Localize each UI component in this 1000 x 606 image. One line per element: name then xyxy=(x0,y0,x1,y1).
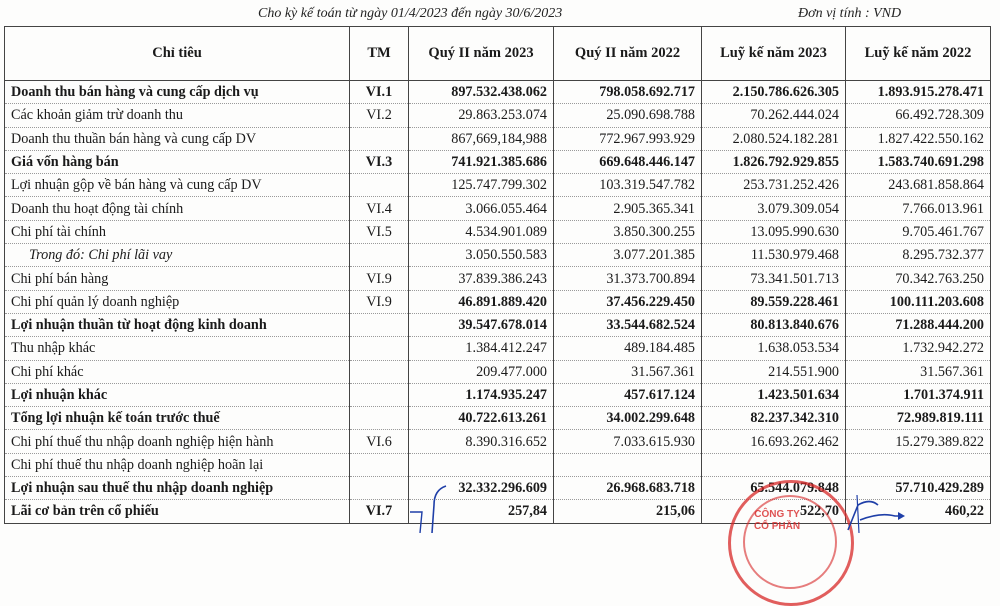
row-indicator: Lợi nhuận gộp về bán hàng và cung cấp DV xyxy=(5,174,350,197)
row-ytd-2023: 65.544.079.848 xyxy=(702,477,846,500)
row-q2-2022: 103.319.547.782 xyxy=(554,174,702,197)
row-note-ref xyxy=(350,360,409,383)
reporting-period: Cho kỳ kế toán từ ngày 01/4/2023 đến ngày 30/6/2023 xyxy=(258,6,563,21)
row-q2-2022: 33.544.682.524 xyxy=(554,313,702,336)
row-ytd-2023: 73.341.501.713 xyxy=(702,267,846,290)
row-note-ref: VI.4 xyxy=(350,197,409,220)
row-indicator: Lợi nhuận thuần từ hoạt động kinh doanh xyxy=(5,313,350,336)
row-q2-2022: 26.968.683.718 xyxy=(554,477,702,500)
row-note-ref xyxy=(350,407,409,430)
row-indicator: Chi phí thuế thu nhập doanh nghiệp hoãn lại xyxy=(5,453,350,476)
table-header-row xyxy=(5,27,991,81)
row-ytd-2022: 71.288.444.200 xyxy=(846,313,991,336)
header-note: TM xyxy=(350,27,409,81)
row-ytd-2022: 1.827.422.550.162 xyxy=(846,127,991,150)
row-q2-2022: 772.967.993.929 xyxy=(554,127,702,150)
row-ytd-2023: 253.731.252.426 xyxy=(702,174,846,197)
row-q2-2022: 489.184.485 xyxy=(554,337,702,360)
table-row xyxy=(5,360,991,383)
table-row xyxy=(5,290,991,313)
row-ytd-2023: 11.530.979.468 xyxy=(702,244,846,267)
row-q2-2023: 4.534.901.089 xyxy=(409,220,554,243)
row-note-ref xyxy=(350,383,409,406)
row-ytd-2023: 1.423.501.634 xyxy=(702,383,846,406)
row-q2-2023: 29.863.253.074 xyxy=(409,104,554,127)
row-ytd-2022: 7.766.013.961 xyxy=(846,197,991,220)
row-q2-2023: 1.384.412.247 xyxy=(409,337,554,360)
row-ytd-2023: 89.559.228.461 xyxy=(702,290,846,313)
row-ytd-2022: 70.342.763.250 xyxy=(846,267,991,290)
header-indicator: Chỉ tiêu xyxy=(5,27,350,81)
row-ytd-2022: 9.705.461.767 xyxy=(846,220,991,243)
row-q2-2022: 215,06 xyxy=(554,500,702,523)
row-ytd-2022: 1.701.374.911 xyxy=(846,383,991,406)
row-indicator: Trong đó: Chi phí lãi vay xyxy=(5,244,350,267)
income-statement-table xyxy=(4,26,991,524)
row-ytd-2023: 70.262.444.024 xyxy=(702,104,846,127)
row-q2-2022: 25.090.698.788 xyxy=(554,104,702,127)
row-indicator: Doanh thu hoạt động tài chính xyxy=(5,197,350,220)
row-ytd-2022: 15.279.389.822 xyxy=(846,430,991,453)
row-q2-2023: 8.390.316.652 xyxy=(409,430,554,453)
table-row xyxy=(5,500,991,523)
row-ytd-2022: 1.732.942.272 xyxy=(846,337,991,360)
row-q2-2023: 3.050.550.583 xyxy=(409,244,554,267)
row-indicator: Thu nhập khác xyxy=(5,337,350,360)
row-q2-2023 xyxy=(409,453,554,476)
row-ytd-2022: 460,22 xyxy=(846,500,991,523)
table-row xyxy=(5,127,991,150)
table-row xyxy=(5,81,991,104)
row-ytd-2023: 2.080.524.182.281 xyxy=(702,127,846,150)
row-note-ref xyxy=(350,174,409,197)
row-note-ref: VI.5 xyxy=(350,220,409,243)
table-row xyxy=(5,430,991,453)
row-q2-2023: 897.532.438.062 xyxy=(409,81,554,104)
row-q2-2022: 669.648.446.147 xyxy=(554,150,702,173)
row-indicator: Các khoản giảm trừ doanh thu xyxy=(5,104,350,127)
row-q2-2022: 31.567.361 xyxy=(554,360,702,383)
table-row xyxy=(5,150,991,173)
row-indicator: Chi phí bán hàng xyxy=(5,267,350,290)
table-row xyxy=(5,407,991,430)
row-ytd-2023: 522,70 xyxy=(702,500,846,523)
row-indicator: Doanh thu bán hàng và cung cấp dịch vụ xyxy=(5,81,350,104)
row-q2-2022: 2.905.365.341 xyxy=(554,197,702,220)
row-ytd-2023: 3.079.309.054 xyxy=(702,197,846,220)
table-row xyxy=(5,313,991,336)
row-q2-2023: 741.921.385.686 xyxy=(409,150,554,173)
row-q2-2023: 32.332.296.609 xyxy=(409,477,554,500)
row-q2-2022: 31.373.700.894 xyxy=(554,267,702,290)
row-q2-2022: 3.850.300.255 xyxy=(554,220,702,243)
row-ytd-2023: 82.237.342.310 xyxy=(702,407,846,430)
table-row xyxy=(5,267,991,290)
company-seal-text: CÔNG TY CỔ PHẦN xyxy=(753,509,801,532)
table-row xyxy=(5,174,991,197)
row-note-ref: VI.7 xyxy=(350,500,409,523)
row-q2-2023: 46.891.889.420 xyxy=(409,290,554,313)
table-row xyxy=(5,104,991,127)
table-row xyxy=(5,383,991,406)
row-indicator: Lãi cơ bản trên cổ phiếu xyxy=(5,500,350,523)
row-ytd-2023: 214.551.900 xyxy=(702,360,846,383)
row-q2-2022: 37.456.229.450 xyxy=(554,290,702,313)
row-q2-2022 xyxy=(554,453,702,476)
row-ytd-2023: 16.693.262.462 xyxy=(702,430,846,453)
row-ytd-2022: 66.492.728.309 xyxy=(846,104,991,127)
row-note-ref xyxy=(350,244,409,267)
table-row xyxy=(5,453,991,476)
row-indicator: Chi phí quản lý doanh nghiệp xyxy=(5,290,350,313)
row-q2-2022: 798.058.692.717 xyxy=(554,81,702,104)
row-ytd-2022 xyxy=(846,453,991,476)
row-ytd-2022: 243.681.858.864 xyxy=(846,174,991,197)
row-q2-2022: 7.033.615.930 xyxy=(554,430,702,453)
row-ytd-2022: 57.710.429.289 xyxy=(846,477,991,500)
table-row xyxy=(5,220,991,243)
row-indicator: Giá vốn hàng bán xyxy=(5,150,350,173)
row-note-ref xyxy=(350,453,409,476)
row-indicator: Lợi nhuận sau thuế thu nhập doanh nghiệp xyxy=(5,477,350,500)
row-note-ref: VI.1 xyxy=(350,81,409,104)
report-caption xyxy=(0,4,1000,24)
row-note-ref: VI.9 xyxy=(350,290,409,313)
table-row xyxy=(5,337,991,360)
row-indicator: Lợi nhuận khác xyxy=(5,383,350,406)
row-ytd-2023: 1.826.792.929.855 xyxy=(702,150,846,173)
row-q2-2023: 257,84 xyxy=(409,500,554,523)
row-ytd-2023: 2.150.786.626.305 xyxy=(702,81,846,104)
currency-unit: Đơn vị tính : VND xyxy=(798,6,902,21)
row-note-ref xyxy=(350,127,409,150)
row-ytd-2022: 72.989.819.111 xyxy=(846,407,991,430)
row-ytd-2022: 8.295.732.377 xyxy=(846,244,991,267)
header-q2-2022: Quý II năm 2022 xyxy=(554,27,702,81)
row-q2-2022: 457.617.124 xyxy=(554,383,702,406)
row-note-ref xyxy=(350,337,409,360)
table-row xyxy=(5,244,991,267)
row-ytd-2022: 1.583.740.691.298 xyxy=(846,150,991,173)
table-row xyxy=(5,197,991,220)
header-ytd-2022: Luỹ kế năm 2022 xyxy=(846,27,991,81)
row-ytd-2023 xyxy=(702,453,846,476)
row-ytd-2023: 80.813.840.676 xyxy=(702,313,846,336)
row-indicator: Chi phí khác xyxy=(5,360,350,383)
row-ytd-2023: 13.095.990.630 xyxy=(702,220,846,243)
row-q2-2022: 34.002.299.648 xyxy=(554,407,702,430)
row-q2-2023: 40.722.613.261 xyxy=(409,407,554,430)
row-note-ref: VI.6 xyxy=(350,430,409,453)
row-note-ref: VI.2 xyxy=(350,104,409,127)
row-q2-2023: 37.839.386.243 xyxy=(409,267,554,290)
row-indicator: Chi phí thuế thu nhập doanh nghiệp hiện hành xyxy=(5,430,350,453)
row-q2-2022: 3.077.201.385 xyxy=(554,244,702,267)
row-ytd-2023: 1.638.053.534 xyxy=(702,337,846,360)
row-q2-2023: 209.477.000 xyxy=(409,360,554,383)
row-q2-2023: 39.547.678.014 xyxy=(409,313,554,336)
row-note-ref xyxy=(350,477,409,500)
row-q2-2023: 1.174.935.247 xyxy=(409,383,554,406)
table-row xyxy=(5,477,991,500)
row-note-ref xyxy=(350,313,409,336)
header-q2-2023: Quý II năm 2023 xyxy=(409,27,554,81)
row-ytd-2022: 1.893.915.278.471 xyxy=(846,81,991,104)
row-note-ref: VI.3 xyxy=(350,150,409,173)
row-indicator: Chi phí tài chính xyxy=(5,220,350,243)
row-q2-2023: 3.066.055.464 xyxy=(409,197,554,220)
row-indicator: Doanh thu thuần bán hàng và cung cấp DV xyxy=(5,127,350,150)
row-note-ref: VI.9 xyxy=(350,267,409,290)
row-q2-2023: 867,669,184,988 xyxy=(409,127,554,150)
row-ytd-2022: 100.111.203.608 xyxy=(846,290,991,313)
row-ytd-2022: 31.567.361 xyxy=(846,360,991,383)
header-ytd-2023: Luỹ kế năm 2023 xyxy=(702,27,846,81)
row-q2-2023: 125.747.799.302 xyxy=(409,174,554,197)
row-indicator: Tổng lợi nhuận kế toán trước thuế xyxy=(5,407,350,430)
